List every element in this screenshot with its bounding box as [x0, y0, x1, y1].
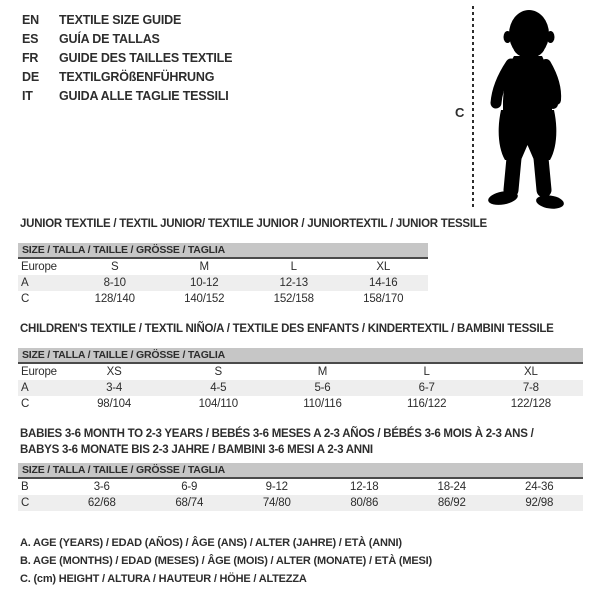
- legend-line: B. AGE (MONTHS) / EDAD (MESES) / ÂGE (MOIS) / ALTER (MONATE) / ETÀ (MESI): [20, 555, 432, 567]
- size-value-cell: 98/104: [97, 398, 132, 410]
- size-column-header: M: [199, 261, 209, 273]
- section-title: CHILDREN'S TEXTILE / TEXTIL NIÑO/A / TEXTILE DES ENFANTS / KINDERTEXTIL / BAMBINI TESSILE: [20, 323, 554, 335]
- section-title: BABIES 3-6 MONTH TO 2-3 YEARS / BEBÉS 3-6 MESES A 2-3 AÑOS / BÉBÉS 3-6 MOIS À 2-3 ANS /: [20, 428, 534, 440]
- row-label: A: [21, 382, 29, 394]
- size-value-cell: 158/170: [363, 293, 404, 305]
- size-value-cell: 14-16: [369, 277, 398, 289]
- size-value-cell: 68/74: [175, 497, 204, 509]
- language-title: GUÍA DE TALLAS: [59, 31, 160, 46]
- height-figure: [452, 4, 597, 216]
- language-row: [22, 48, 232, 67]
- size-column-header: S: [214, 366, 223, 378]
- table-row: [18, 479, 583, 495]
- table-row: [18, 291, 428, 307]
- language-code: ES: [22, 31, 39, 46]
- language-row: [22, 86, 232, 105]
- height-measure-label: C: [455, 105, 465, 120]
- size-table: [18, 259, 428, 307]
- language-code: DE: [22, 69, 39, 84]
- size-header-bar: SIZE / TALLA / TAILLE / GRÖSSE / TAGLIA: [18, 348, 583, 364]
- size-value-cell: 110/116: [303, 398, 342, 410]
- size-column-header: M: [317, 366, 328, 378]
- size-table-section: [18, 321, 583, 412]
- column-header-row: [18, 364, 583, 380]
- size-value-cell: 80/86: [350, 497, 379, 509]
- size-value-cell: 152/158: [273, 293, 314, 305]
- size-value-cell: 10-12: [190, 277, 219, 289]
- size-table: [18, 479, 583, 511]
- size-value-cell: 9-12: [265, 481, 288, 493]
- language-title: GUIDA ALLE TAGLIE TESSILI: [59, 88, 229, 103]
- size-column-header: XL: [524, 366, 538, 378]
- table-row: [18, 380, 583, 396]
- size-header-bar: SIZE / TALLA / TAILLE / GRÖSSE / TAGLIA: [18, 243, 428, 259]
- size-value-cell: 5-6: [314, 382, 331, 394]
- language-title: TEXTILGRÖßENFÜHRUNG: [59, 69, 215, 84]
- size-value-cell: 62/68: [87, 497, 116, 509]
- measure-dashed-line: [472, 6, 474, 207]
- row-label: B: [21, 481, 29, 493]
- table-row: [18, 495, 583, 511]
- size-value-cell: 12-13: [279, 277, 308, 289]
- size-value-cell: 24-36: [525, 481, 554, 493]
- language-list: [22, 10, 232, 105]
- size-value-cell: 128/140: [94, 293, 135, 305]
- legend-line: A. AGE (YEARS) / EDAD (AÑOS) / ÂGE (ANS) / ALTER (JAHRE) / ETÀ (ANNI): [20, 537, 402, 549]
- size-column-header: L: [423, 366, 430, 378]
- size-value-cell: 8-10: [103, 277, 126, 289]
- table-row: [18, 275, 428, 291]
- size-table-section: [18, 216, 487, 307]
- row-label: C: [21, 398, 30, 410]
- measure-legend: [20, 534, 432, 588]
- size-value-cell: 3-4: [106, 382, 123, 394]
- language-row: [22, 10, 232, 29]
- size-value-cell: 6-7: [418, 382, 435, 394]
- language-row: [22, 67, 232, 86]
- language-code: EN: [22, 12, 39, 27]
- size-value-cell: 86/92: [437, 497, 466, 509]
- size-value-cell: 140/152: [184, 293, 225, 305]
- language-title: TEXTILE SIZE GUIDE: [59, 12, 182, 27]
- size-value-cell: 4-5: [210, 382, 227, 394]
- row-label: A: [21, 277, 29, 289]
- baby-silhouette-icon: [480, 6, 575, 216]
- size-value-cell: 92/98: [525, 497, 554, 509]
- size-column-header: XS: [106, 366, 122, 378]
- language-title: GUIDE DES TAILLES TEXTILE: [59, 50, 233, 65]
- size-table: [18, 364, 583, 412]
- language-row: [22, 29, 232, 48]
- section-title: JUNIOR TEXTILE / TEXTIL JUNIOR/ TEXTILE JUNIOR / JUNIORTEXTIL / JUNIOR TESSILE: [20, 218, 487, 230]
- table-row: [18, 396, 583, 412]
- size-table-section: [18, 426, 583, 511]
- row-label: C: [21, 497, 30, 509]
- section-title: BABYS 3-6 MONATE BIS 2-3 JAHRE / BAMBINI 3-6 MESI A 2-3 ANNI: [20, 444, 373, 456]
- size-value-cell: 104/110: [198, 398, 238, 410]
- size-column-header: L: [290, 261, 297, 273]
- size-value-cell: 122/128: [510, 398, 551, 410]
- size-value-cell: 6-9: [181, 481, 198, 493]
- size-value-cell: 3-6: [93, 481, 110, 493]
- size-value-cell: 74/80: [262, 497, 291, 509]
- column-header-row: [18, 259, 428, 275]
- size-column-header: XL: [376, 261, 391, 273]
- size-header-bar: SIZE / TALLA / TAILLE / GRÖSSE / TAGLIA: [18, 463, 583, 479]
- legend-line: C. (cm) HEIGHT / ALTURA / HAUTEUR / HÖHE / ALTEZZA: [20, 573, 307, 585]
- language-code: IT: [22, 88, 33, 103]
- size-value-cell: 116/122: [406, 398, 447, 410]
- row-label: C: [21, 293, 30, 305]
- region-column-header: Europe: [21, 366, 57, 378]
- language-code: FR: [22, 50, 39, 65]
- size-value-cell: 18-24: [437, 481, 466, 493]
- size-column-header: S: [111, 261, 119, 273]
- region-column-header: Europe: [21, 261, 57, 273]
- size-value-cell: 7-8: [522, 382, 539, 394]
- size-value-cell: 12-18: [350, 481, 379, 493]
